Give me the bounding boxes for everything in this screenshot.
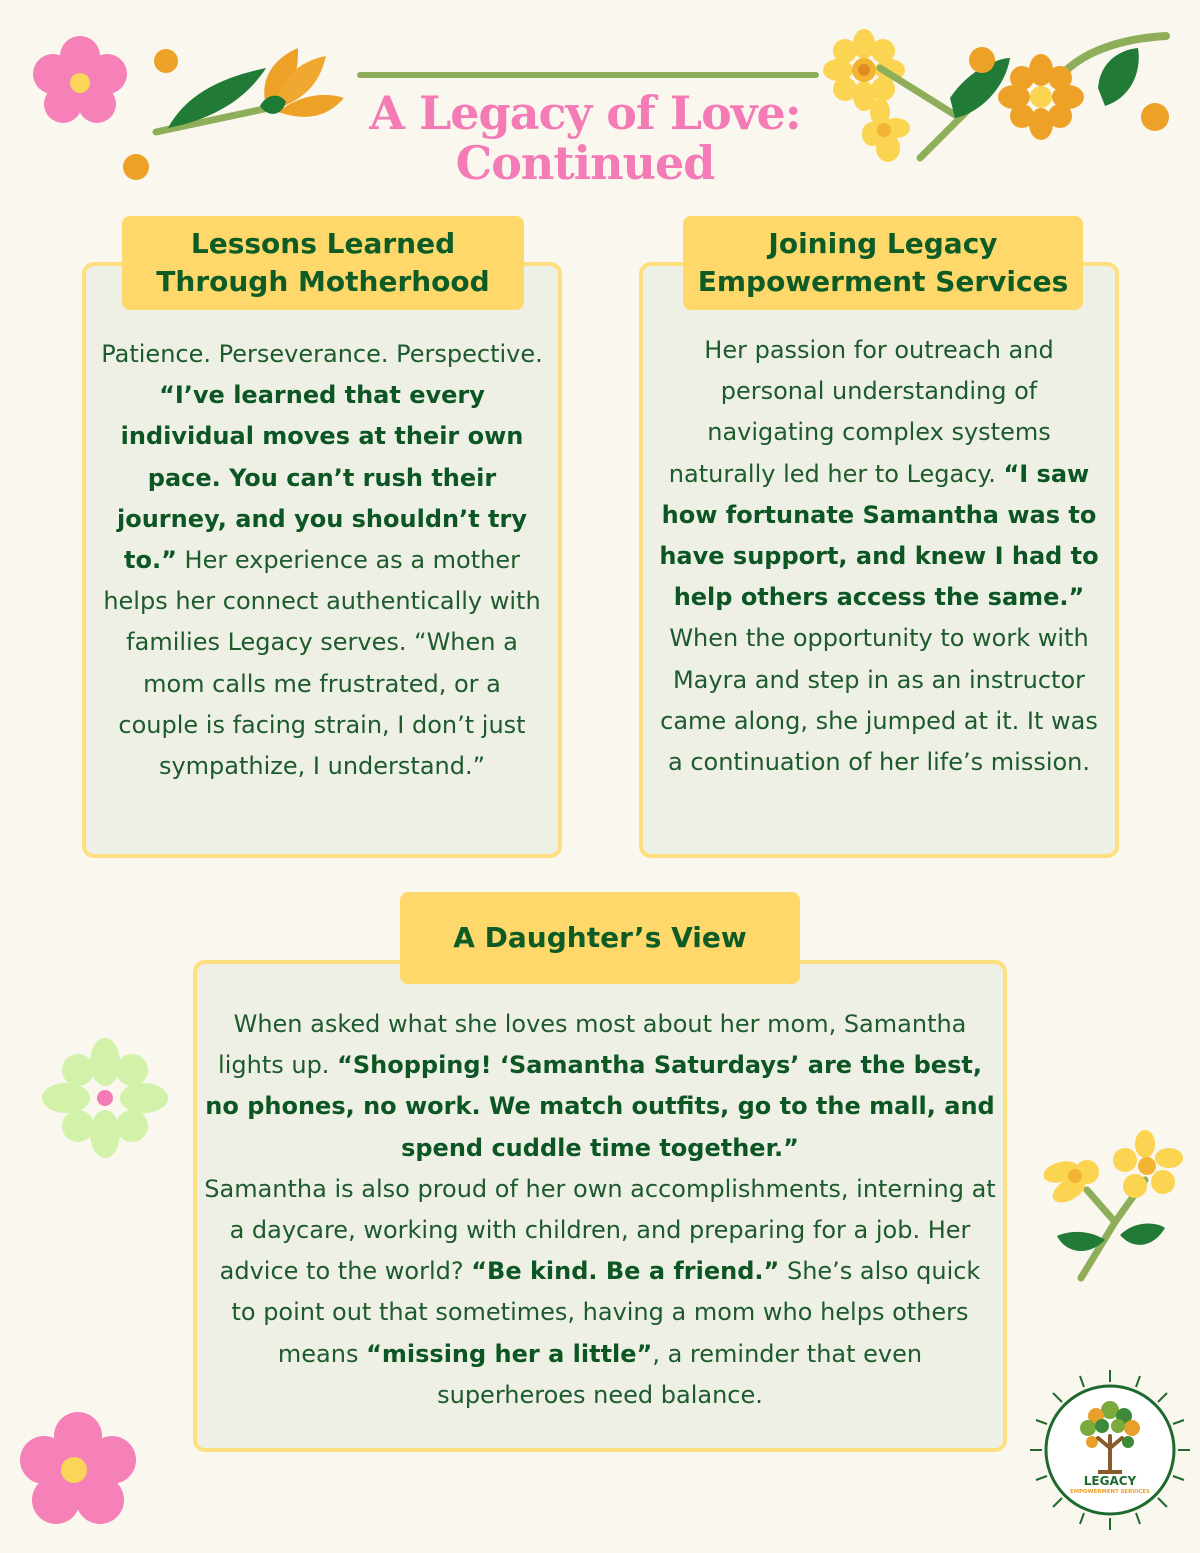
title-divider-line: [357, 72, 819, 78]
lessons-heading-line1: Lessons Learned: [190, 227, 456, 260]
lessons-text-intro: Patience. Perseverance. Perspective.: [101, 340, 543, 368]
orange-dot-icon: [122, 153, 150, 181]
page-title: [330, 88, 840, 188]
yellow-flower-icon: [862, 98, 912, 168]
orange-tulip-icon: [148, 36, 348, 146]
lessons-card-body: [100, 334, 544, 787]
daughter-quote-shopping: “Shopping! ‘Samantha Saturdays’ are the best, no phones, no work. We match outfits, go to the mall, and spend cuddle time together.”: [205, 1051, 995, 1162]
joining-heading-line2: Empowerment Services: [697, 265, 1069, 298]
daughter-text-intro: When asked what she loves most about her mom, Samantha lights up.: [218, 1010, 967, 1080]
pink-flower-icon: [20, 1410, 138, 1528]
daughter-text-ending: , a reminder that even superheroes need balance.: [437, 1339, 923, 1409]
green-flower-icon: [44, 1040, 166, 1156]
lessons-card-heading: [122, 216, 524, 310]
legacy-logo-icon: [1030, 1370, 1190, 1530]
lessons-text-body: Her experience as a mother helps her connect authentically with families Legacy serves. “When a mom calls me frustrated, or a couple is facing strain, I don’t just sympathize, I understand.”: [103, 546, 541, 781]
logo-name: LEGACY: [1083, 1474, 1137, 1488]
daughter-text-accomplishments: Samantha is also proud of her own accomplishments, interning at a daycare, working with children, and preparing for a job. Her advice to the world?: [204, 1174, 996, 1286]
joining-card-heading: [683, 216, 1083, 310]
page-title-line2: Continued: [455, 136, 715, 190]
daughter-quote-advice: “Be kind. Be a friend.”: [471, 1257, 780, 1286]
daughter-card-body: [204, 1004, 996, 1416]
pink-flower-icon: [25, 38, 135, 120]
page-title-line1: A Legacy of Love:: [369, 86, 801, 140]
daughter-card-heading: [400, 892, 800, 984]
joining-text-body: When the opportunity to work with Mayra and step in as an instructor came along, she jumped at it. It was a continuation of her life’s mission.: [660, 624, 1098, 777]
joining-heading-line1: Joining Legacy: [768, 227, 998, 260]
daughter-text-point-out: She’s also quick to point out that sometimes, having a mom who helps others means: [231, 1257, 981, 1368]
daughter-heading-text: A Daughter’s View: [453, 921, 747, 954]
lessons-heading-line2: Through Motherhood: [156, 265, 490, 298]
orange-dot-icon: [968, 46, 996, 74]
logo-subtitle: EMPOWERMENT SERVICES: [1070, 1489, 1150, 1495]
yellow-bouquet-icon: [1035, 1130, 1185, 1285]
orange-flower-icon: [1000, 56, 1082, 138]
joining-card-body: [656, 330, 1102, 783]
daughter-quote-missing: “missing her a little”: [366, 1339, 653, 1368]
orange-dot-icon: [1140, 102, 1170, 132]
joining-quote: “I saw how fortunate Samantha was to have support, and knew I had to help others access the same.”: [659, 459, 1099, 612]
joining-text-intro: Her passion for outreach and personal understanding of navigating complex systems naturally led her to Legacy.: [668, 336, 1054, 488]
lessons-quote: “I’ve learned that every individual moves at their own pace. You can’t rush their journey, and you shouldn’t try to.”: [117, 381, 527, 575]
